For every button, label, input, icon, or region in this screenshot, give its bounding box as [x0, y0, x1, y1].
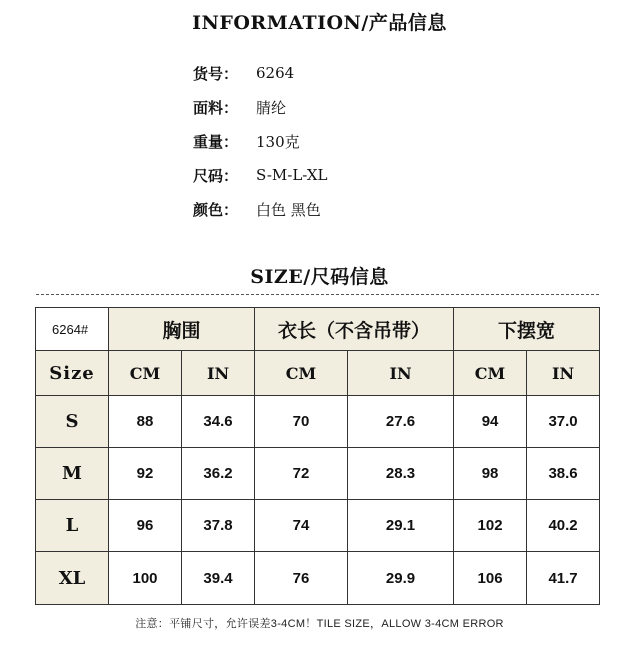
info-value: 腈纶: [256, 98, 287, 117]
info-title: INFORMATION/产品信息: [192, 12, 447, 34]
size-title: SIZE/尺码信息: [250, 266, 389, 288]
group-header-length: 衣长（不含吊带）: [255, 308, 454, 351]
table-row: [36, 448, 600, 500]
table-cell: 37.8: [182, 500, 255, 552]
table-cell: 41.7: [527, 552, 600, 605]
table-cell: 98: [454, 448, 527, 500]
info-row-size: [193, 158, 327, 192]
product-code-cell: 6264#: [36, 308, 109, 351]
info-value: 6264: [256, 64, 295, 82]
table-row: [36, 552, 600, 605]
measurement-note: 注意：平铺尺寸，允许误差3-4CM！TILE SIZE，ALLOW 3-4CM ERROR: [135, 618, 504, 630]
table-cell: 40.2: [527, 500, 600, 552]
size-label: L: [36, 500, 109, 552]
info-row-item-number: [193, 56, 327, 90]
table-cell: 74: [255, 500, 348, 552]
size-label: M: [36, 448, 109, 500]
table-cell: 27.6: [348, 396, 454, 448]
size-column-header: Size: [36, 351, 109, 396]
table-row: [36, 500, 600, 552]
table-cell: 96: [109, 500, 182, 552]
unit-header: CM: [255, 351, 348, 396]
table-cell: 38.6: [527, 448, 600, 500]
size-label: S: [36, 396, 109, 448]
info-value: 白色 黑色: [256, 200, 321, 219]
table-cell: 29.1: [348, 500, 454, 552]
table-group-header-row: [36, 308, 600, 351]
info-row-weight: [193, 124, 327, 158]
table-cell: 92: [109, 448, 182, 500]
table-cell: 94: [454, 396, 527, 448]
table-cell: 28.3: [348, 448, 454, 500]
info-row-fabric: [193, 90, 327, 124]
table-cell: 100: [109, 552, 182, 605]
info-key: 尺码：: [193, 166, 239, 185]
product-info-list: [193, 56, 327, 226]
info-value: S-M-L-XL: [256, 166, 328, 184]
table-cell: 39.4: [182, 552, 255, 605]
unit-header: IN: [527, 351, 600, 396]
table-cell: 37.0: [527, 396, 600, 448]
table-cell: 29.9: [348, 552, 454, 605]
table-cell: 106: [454, 552, 527, 605]
table-cell: 36.2: [182, 448, 255, 500]
group-header-chest: 胸围: [109, 308, 255, 351]
unit-header: CM: [109, 351, 182, 396]
size-label: XL: [36, 552, 109, 605]
info-value: 130克: [256, 132, 300, 151]
table-cell: 76: [255, 552, 348, 605]
dashed-divider: [36, 294, 599, 295]
table-cell: 88: [109, 396, 182, 448]
table-cell: 102: [454, 500, 527, 552]
unit-header: IN: [348, 351, 454, 396]
table-row: [36, 396, 600, 448]
table-cell: 34.6: [182, 396, 255, 448]
size-table: [35, 307, 600, 605]
unit-header: CM: [454, 351, 527, 396]
table-cell: 70: [255, 396, 348, 448]
info-key: 重量：: [193, 132, 239, 151]
info-key: 颜色：: [193, 200, 239, 219]
table-cell: 72: [255, 448, 348, 500]
info-row-color: [193, 192, 327, 226]
info-key: 面料：: [193, 98, 239, 117]
unit-header: IN: [182, 351, 255, 396]
table-unit-header-row: [36, 351, 600, 396]
info-key: 货号：: [193, 64, 239, 83]
group-header-hem: 下摆宽: [454, 308, 600, 351]
